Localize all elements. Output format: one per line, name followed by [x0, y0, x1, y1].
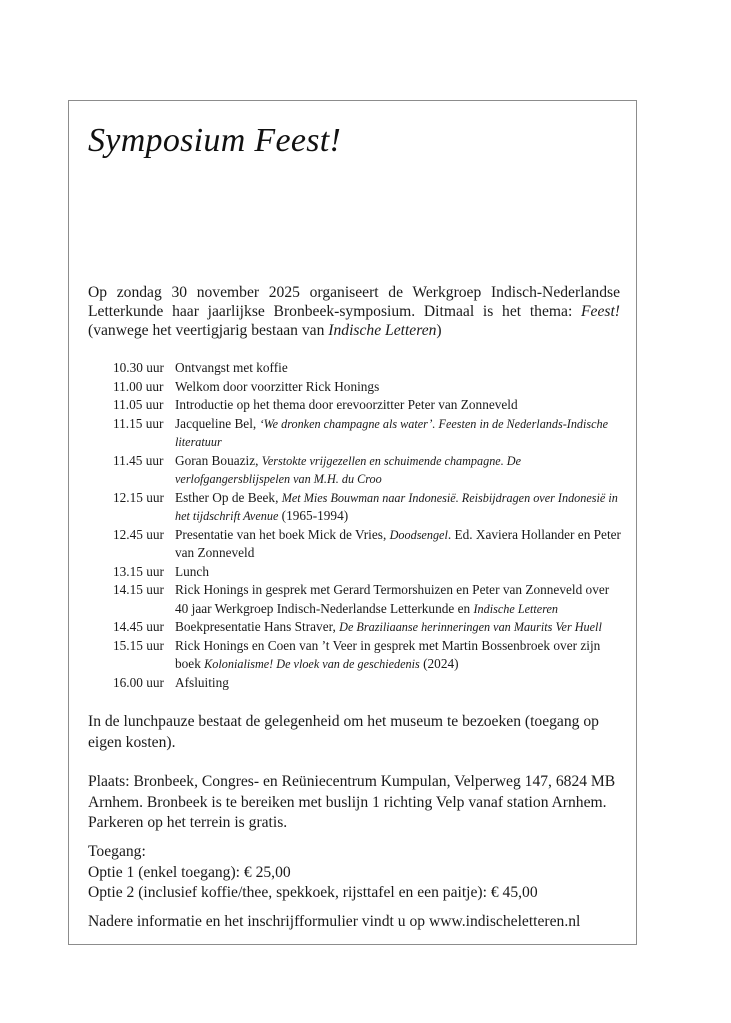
programme-text: Rick Honings en Coen van ’t Veer in gesprek met Martin Bossenbroek over zijn boek — [175, 637, 601, 671]
programme-time: 11.05 uur — [113, 397, 164, 412]
programme-description — [175, 563, 623, 582]
programme-description — [175, 378, 623, 397]
programme-description — [175, 674, 623, 693]
programme-description — [175, 415, 623, 452]
programme-text: Lunch — [175, 563, 209, 579]
programme-item — [113, 359, 623, 378]
programme-time: 11.00 uur — [113, 378, 164, 394]
programme-description — [175, 396, 623, 415]
programme-text: Introductie op het thema door erevoorzitter Peter van Zonneveld — [175, 397, 518, 412]
document-title: Symposium Feest! — [88, 122, 342, 159]
programme-time: 11.45 uur — [113, 452, 164, 468]
programme-title: Verstokte vrijgezellen en schuimende champagne. De verlofgangersblijspelen van M.H. du Croo — [175, 453, 522, 486]
programme-text: Boekpresentatie Hans Straver, — [175, 619, 340, 634]
intro-text-middle: (vanwege het veertigjarig bestaan van — [88, 322, 329, 339]
programme-item — [113, 637, 623, 674]
programme-title: ‘We dronken champagne als water’. Feesten in de Nederlands-Indische literatuur — [175, 416, 609, 449]
programme-item — [113, 581, 623, 618]
programme-text: Welkom door voorzitter Rick Honings — [175, 378, 380, 394]
intro-paragraph — [88, 283, 620, 340]
programme-item — [113, 526, 623, 563]
programme-item — [113, 563, 623, 582]
programme-item — [113, 674, 623, 693]
programme-title: Indische Letteren — [473, 601, 558, 616]
programme-tail: (2024) — [419, 656, 459, 671]
programme-description — [175, 581, 623, 618]
access-option-1: Optie 1 (enkel toegang): € 25,00 — [88, 863, 291, 881]
intro-text: Op zondag 30 november 2025 organiseert de Werkgroep Indisch-Nederlandse Letterkunde haar jaarlijkse Bronbeek-symposium. Ditmaal is het thema: — [88, 284, 620, 320]
programme-list — [113, 359, 623, 692]
access-pricing — [88, 842, 623, 904]
programme-title: Doodsengel — [389, 527, 448, 542]
access-heading: Toegang: — [88, 843, 146, 860]
programme-description — [175, 452, 623, 489]
programme-time: 12.45 uur — [113, 526, 164, 542]
programme-title: Kolonialisme! De vloek van de geschiedenis — [204, 657, 420, 671]
programme-item — [113, 415, 623, 452]
programme-title: Met Mies Bouwman naar Indonesië. Reisbijdragen over Indonesië in het tijdschrift Avenue — [175, 490, 618, 523]
programme-time: 14.45 uur — [113, 619, 164, 634]
programme-time: 14.15 uur — [113, 582, 164, 597]
programme-item — [113, 489, 623, 526]
programme-time: 15.15 uur — [113, 637, 164, 653]
more-info: Nadere informatie en het inschrijfformulier vindt u op www.indischeletteren.nl — [88, 913, 581, 930]
programme-description — [175, 637, 623, 674]
programme-description — [175, 489, 623, 526]
programme-item — [113, 396, 623, 415]
programme-tail: . Ed. Xaviera Hollander en Peter van Zonneveld — [175, 526, 621, 560]
programme-text: Rick Honings in gesprek met Gerard Termorshuizen en Peter van Zonneveld over 40 jaar Werkgroep Indisch-Nederlandse Letterkunde en — [175, 582, 610, 616]
programme-text: Jacqueline Bel, — [175, 415, 260, 431]
venue-info: Plaats: Bronbeek, Congres- en Reüniecentrum Kumpulan, Velperweg 147, 6824 MB Arnhem. Bronbeek is te bereiken met buslijn 1 richting Velp vanaf station Arnhem. Parkeren op het terrein is gratis. — [88, 773, 616, 831]
programme-description — [175, 359, 623, 378]
programme-title: De Braziliaanse herinneringen van Maurits Ver Huell — [339, 620, 602, 634]
journal-name: Indische Letteren — [328, 322, 437, 339]
programme-text: Presentatie van het boek Mick de Vries, — [175, 526, 390, 542]
programme-tail: (1965-1994) — [278, 508, 349, 523]
programme-time: 13.15 uur — [113, 563, 164, 579]
programme-item — [113, 618, 623, 637]
programme-text: Afsluiting — [175, 674, 229, 690]
programme-item — [113, 378, 623, 397]
programme-time: 11.15 uur — [113, 415, 164, 431]
programme-text: Esther Op de Beek, — [175, 489, 282, 505]
programme-time: 16.00 uur — [113, 674, 164, 690]
programme-item — [113, 452, 623, 489]
lunch-note: In de lunchpauze bestaat de gelegenheid om het museum te bezoeken (toegang op eigen kosten). — [88, 713, 599, 751]
intro-text-end: ) — [436, 322, 442, 339]
programme-time: 12.15 uur — [113, 489, 164, 505]
programme-description — [175, 526, 623, 563]
programme-time: 10.30 uur — [113, 360, 164, 375]
programme-text: Ontvangst met koffie — [175, 360, 288, 375]
programme-text: Goran Bouaziz, — [175, 452, 262, 468]
access-option-2: Optie 2 (inclusief koffie/thee, spekkoek, rijsttafel en een paitje): € 45,00 — [88, 884, 538, 901]
programme-description — [175, 618, 623, 637]
theme-name: Feest! — [581, 303, 620, 320]
